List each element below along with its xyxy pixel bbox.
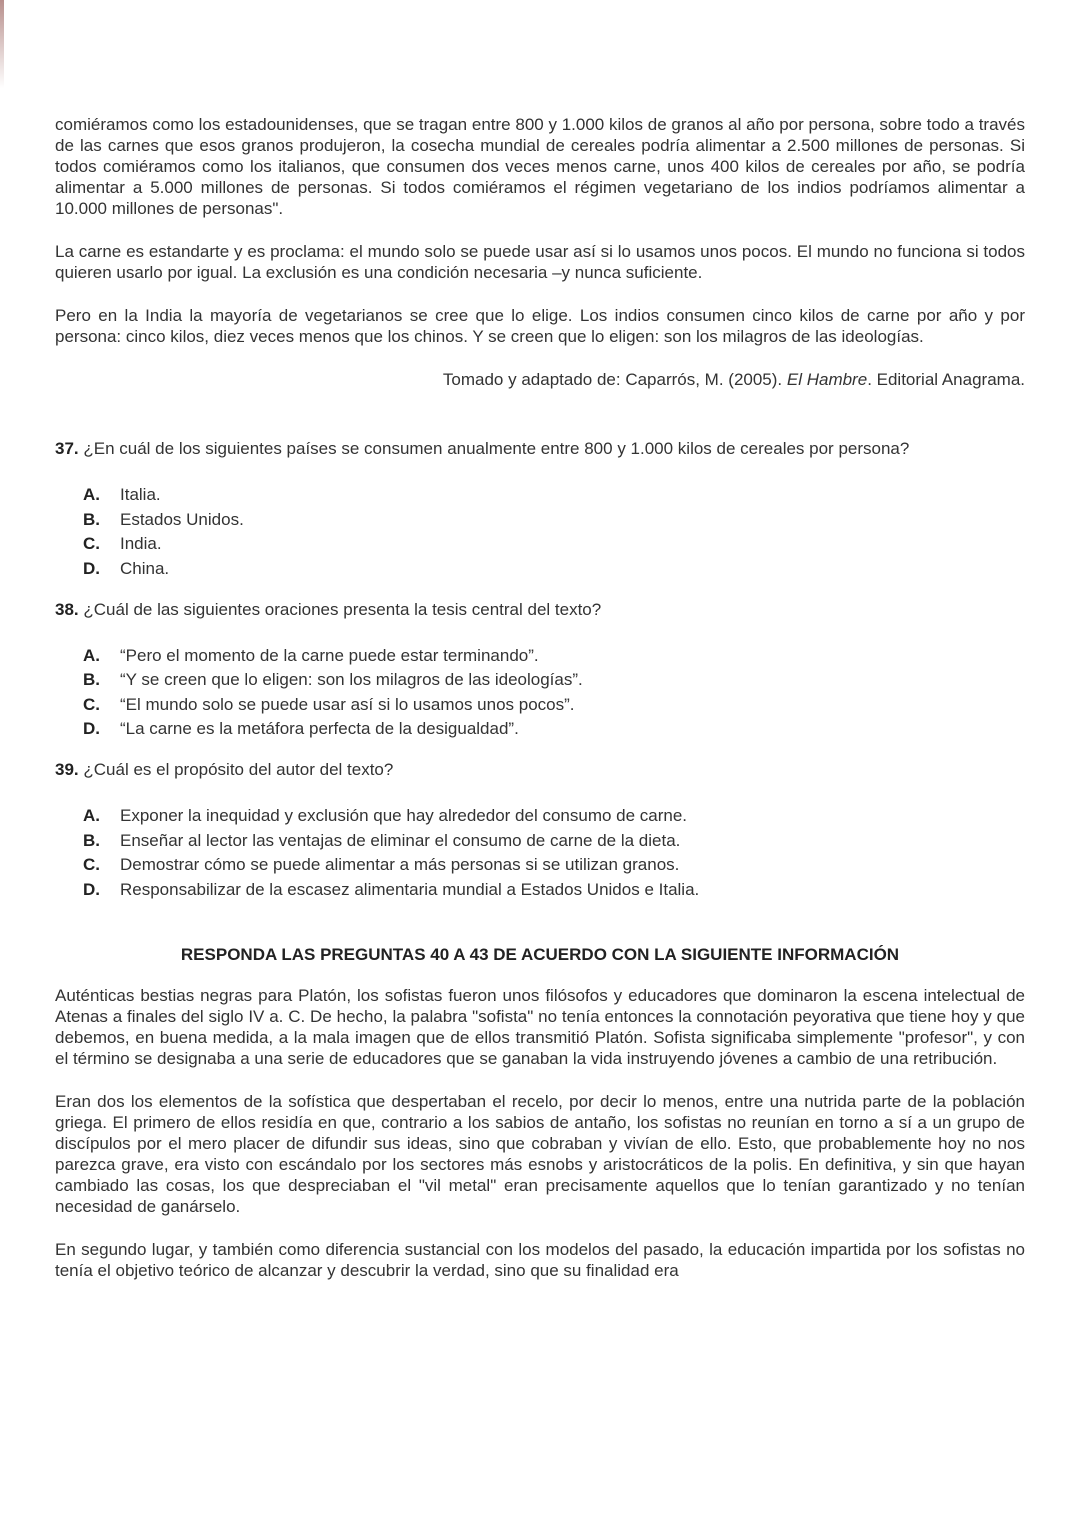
info-paragraph-2: Eran dos los elementos de la sofística que despertaban el recelo, por decir lo menos, entre una nutrida parte de la población griega. El primero de ellos residía en que, contrario a los sabios de antaño, los sofistas no reunían en torno a sí a un grupo de discípulos por el mero placer de difundir sus ideas, sino que cobraban y vivían de ello. Esto, que probablemente hoy no nos parezca grave, era visto con escándalo por los sectores más esnobs y aristocráticos de la polis. En definitiva, y sin que hayan cambiado las cosas, los que despreciaban el "vil metal" eran precisamente aquellos que lo tenían garantizado y no tenían necesidad de ganárselo. (55, 1091, 1025, 1216)
question-38-number: 38. (55, 599, 79, 619)
question-38-text (55, 599, 1025, 620)
option-39-a (83, 805, 1025, 826)
option-38-d-letter: D. (83, 719, 100, 738)
info-paragraph-1: Auténticas bestias negras para Platón, los sofistas fueron unos filósofos y educadores que dominaron la escena intelectual de Atenas a finales del siglo IV a. C. De hecho, la palabra "sofista" no tenía entonces la connotación peyorativa que tiene hoy y que debemos, en buena medida, a la mala imagen que de ellos transmitió Platón. Sofista significaba simplemente "profesor", y con el término se designaba a una serie de educadores que se ganaban la vida instruyendo jóvenes a cambio de una retribución. (55, 985, 1025, 1068)
option-37-b-text: Estados Unidos. (120, 509, 244, 529)
option-39-b (83, 830, 1025, 851)
question-38 (55, 599, 1025, 740)
option-37-b (83, 509, 1025, 530)
section-instruction-header: RESPONDA LAS PREGUNTAS 40 A 43 DE ACUERDO CON LA SIGUIENTE INFORMACIÓN (180, 944, 900, 964)
question-39 (55, 759, 1025, 900)
citation-suffix: . Editorial Anagrama. (867, 370, 1025, 389)
option-37-b-letter: B. (83, 509, 100, 529)
option-39-c-letter: C. (83, 855, 100, 874)
option-38-b (83, 669, 1025, 690)
option-37-d-letter: D. (83, 558, 100, 578)
option-38-a-letter: A. (83, 645, 100, 665)
option-38-c (83, 694, 1025, 715)
citation-book-title: El Hambre (786, 370, 868, 389)
option-38-b-letter: B. (83, 670, 100, 689)
option-37-d-text: China. (120, 558, 170, 578)
citation-prefix: Tomado y adaptado de: Caparrós, M. (2005). (442, 370, 787, 389)
option-39-c-text: Demostrar cómo se puede alimentar a más personas si se utilizan granos. (120, 855, 680, 874)
question-38-stem: ¿Cuál de las siguientes oraciones presenta la tesis central del texto? (83, 599, 602, 619)
option-38-a (83, 645, 1025, 666)
question-37 (55, 438, 1025, 579)
info-paragraph-3: En segundo lugar, y también como diferencia sustancial con los modelos del pasado, la educación impartida por los sofistas no tenía el objetivo teórico de alcanzar y descubrir la verdad, sino que su finalidad era (55, 1239, 1025, 1280)
option-39-b-letter: B. (83, 830, 100, 850)
option-37-c-text: India. (120, 534, 162, 553)
option-38-c-text: “El mundo solo se puede usar así si lo usamos unos pocos”. (120, 694, 575, 714)
question-37-stem: ¿En cuál de los siguientes países se consumen anualmente entre 800 y 1.000 kilos de cereales por persona? (83, 439, 910, 458)
intro-paragraph-2: La carne es estandarte y es proclama: el mundo solo se puede usar así si lo usamos unos pocos. El mundo no funciona si todos quieren usarlo por igual. La exclusión es una condición necesaria –y nunca suficiente. (55, 242, 1025, 282)
question-37-options (55, 484, 1025, 579)
option-38-c-letter: C. (83, 694, 100, 714)
question-39-text (55, 759, 1025, 780)
question-37-text (55, 438, 1025, 459)
question-39-number: 39. (55, 760, 79, 779)
question-39-stem: ¿Cuál es el propósito del autor del texto? (83, 760, 394, 779)
option-39-d (83, 879, 1025, 900)
option-37-a (83, 484, 1025, 505)
option-37-c (83, 533, 1025, 554)
option-37-a-text: Italia. (120, 485, 161, 504)
option-37-d (83, 558, 1025, 579)
option-38-d-text: “La carne es la metáfora perfecta de la desigualdad”. (120, 719, 519, 738)
question-38-options (55, 645, 1025, 740)
option-39-c (83, 854, 1025, 875)
option-39-d-letter: D. (83, 879, 100, 899)
option-38-a-text: “Pero el momento de la carne puede estar terminando”. (120, 645, 539, 665)
option-39-a-letter: A. (83, 806, 100, 825)
option-37-a-letter: A. (83, 485, 100, 504)
question-37-number: 37. (55, 439, 79, 458)
intro-paragraph-3: Pero en la India la mayoría de vegetarianos se cree que lo elige. Los indios consumen cinco kilos de carne por año y por persona: cinco kilos, diez veces menos que los chinos. Y se creen que lo eligen: son los milagros de las ideologías. (55, 306, 1025, 346)
source-citation (55, 369, 1025, 390)
question-39-options (55, 805, 1025, 900)
option-39-b-text: Enseñar al lector las ventajas de eliminar el consumo de carne de la dieta. (120, 830, 681, 850)
option-39-a-text: Exponer la inequidad y exclusión que hay alrededor del consumo de carne. (120, 806, 688, 825)
option-38-d (83, 718, 1025, 739)
option-38-b-text: “Y se creen que lo eligen: son los milagros de las ideologías”. (120, 670, 583, 689)
scan-edge-artifact (0, 0, 4, 88)
intro-paragraph-1: comiéramos como los estadounidenses, que se tragan entre 800 y 1.000 kilos de granos al año por persona, sobre todo a través de las carnes que esos granos produjeron, la cosecha mundial de cereales podría alimentar a 2.500 millones de personas. Si todos comiéramos como los italianos, que consumen dos veces menos carne, unos 400 kilos de cereales por año, se podría alimentar a 5.000 millones de personas. Si todos comiéramos el régimen vegetariano de los indios podríamos alimentar a 10.000 millones de personas". (55, 115, 1025, 218)
option-37-c-letter: C. (83, 534, 100, 553)
option-39-d-text: Responsabilizar de la escasez alimentaria mundial a Estados Unidos e Italia. (120, 879, 700, 899)
